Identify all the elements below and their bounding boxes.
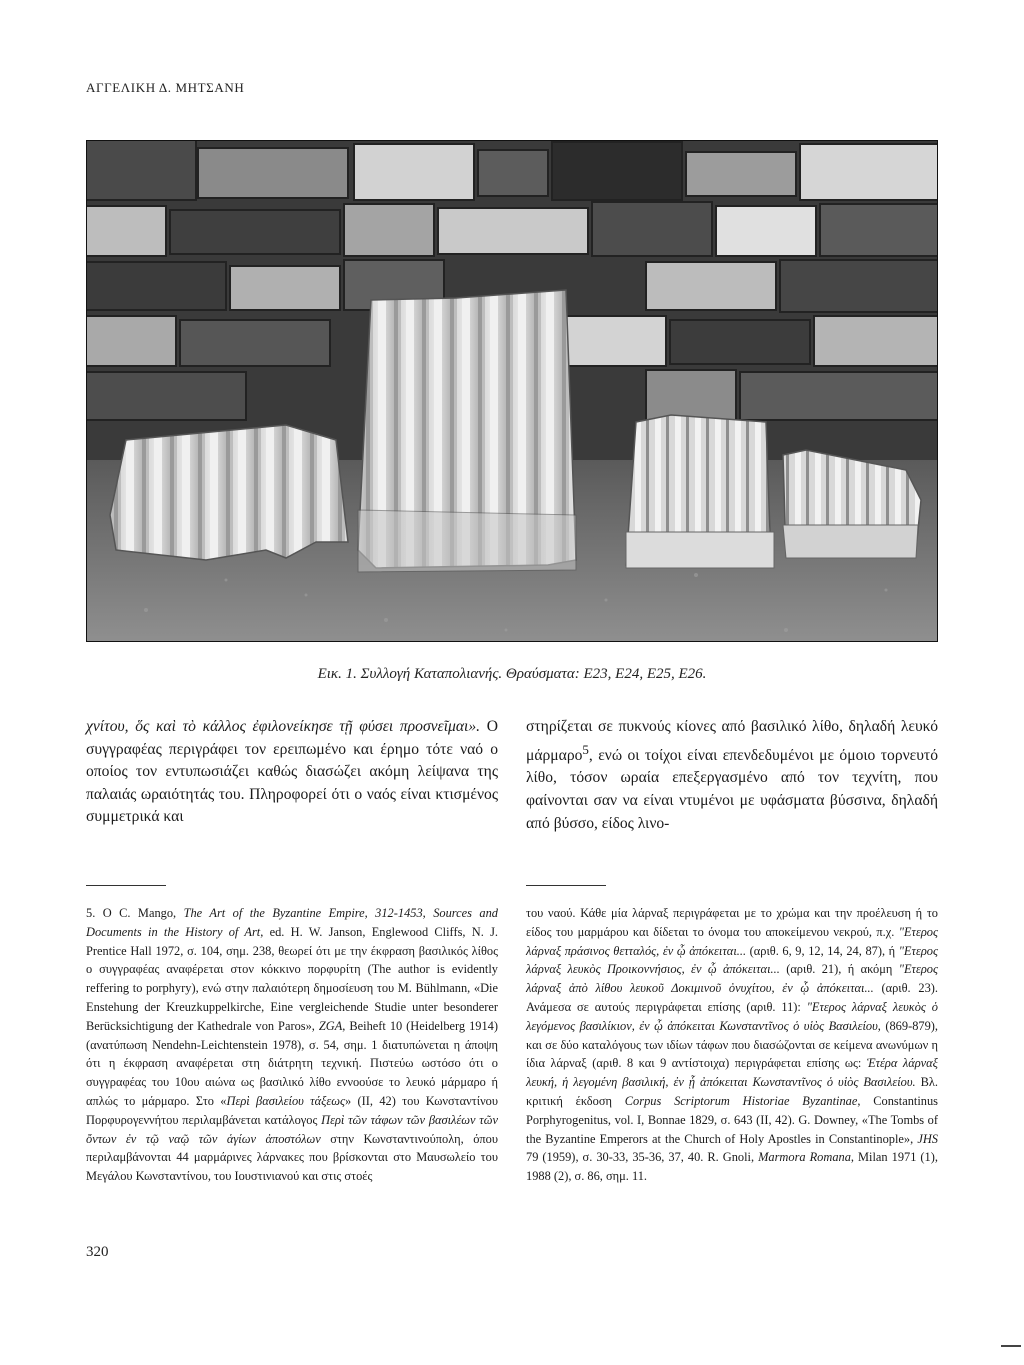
text-segment: , ed. H. W. Janson, Englewood Cliffs, N. J. Prentice Hall 1972, σ. 104, σημ. 238, θεωρεί ότι με την έκφραση βασιλικός λίθος ο συγγραφέας αναφέρεται στον κόκκινο πορφυρίτη (The author is evidently reffering to porphyry), ενώ στην παλαιότερη δημοσίευση του M. Bühlmann, «Die Enstehung der Kreuzkuppelkirche, Eine vergleichende Studie unter besonderer Berücksichtigung der Kathedrale von Paros», — [86, 924, 498, 1033]
figure-caption: Εικ. 1. Συλλογή Καταπολιανής. Θραύσματα: Ε23, Ε24, Ε25, Ε26. — [317, 666, 707, 682]
text-segment: Ἑτέρα λάρναξ λευκή, ἡ λεγομένη βασιλική, ἐν ᾗ ἀπόκειται Κωνσταντῖνος ὁ υἱὸς Βασιλείου. — [526, 1056, 938, 1090]
corner-mark — [1001, 1345, 1021, 1347]
text-segment: (αριθ. 21), ή ακόμη — [779, 962, 899, 977]
text-segment: "Ετερος λάρναξ ἀπὸ λίθου λευκοῦ Δοκιμινοῦ ὀνυχίτου, ἐν ᾧ ἀπόκειται... — [526, 962, 939, 996]
text-segment: "Ετερος λάρναξ πράσινος θετταλός, ἐν ᾧ ἀπόκειται... — [526, 924, 938, 958]
text-segment: στην Κωνσταντινούπολη, όπου περιλαμβάνονται 44 μαρμάρινες λάρνακες που βρίσκονται στο Μαυσωλείο του Μεγάλου Κωνσταντίνου, του Ιουστινιανού και στις στοές — [86, 1131, 498, 1184]
text-segment: "Ετερος λάρναξ λευκὸς ὁ λεγόμενος βασιλίκιον, ἐν ᾧ ἀπόκειται Κωνσταντῖνος ὁ υἱὸς Βασιλείου — [526, 999, 938, 1033]
marble-fragments-photo — [86, 140, 938, 642]
text-segment: "Ετερος λάρναξ λευκὸς Προικοννήσιος, ἐν ᾧ ἀπόκειται... — [526, 943, 938, 977]
text-segment: , Milan 1971 (1), 1988 (2), σ. 86, σημ. 11. — [526, 1150, 938, 1184]
text-segment: 5. O C. Mango, — [86, 906, 184, 920]
text-segment: του ναού. Κάθε μία λάρναξ περιγράφεται με το χρώμα και την προέλευση ή το είδος του μαρμάρου και δίδεται το όνομα του αποκείμενου νεκρού, π.χ. — [526, 906, 938, 939]
text-segment: 79 (1959), σ. 30-33, 35-36, 37, 40. R. Gnoli, — [526, 1150, 759, 1165]
text-segment: Marmora Romana — [758, 1150, 851, 1165]
text-segment: (αριθ. 6, 9, 12, 14, 24, 87), ή — [746, 943, 899, 958]
text-segment: Βλ. κριτική έκδοση — [526, 1075, 939, 1108]
text-segment: 5 — [582, 741, 589, 757]
text-segment: χνίτου, ὅς καὶ τὸ κάλλος ἐφιλονείκησε τῇ φύσει προσνεῖμαι». — [86, 718, 481, 735]
text-segment: (αριθ. 23). Ανάμεσα σε αυτούς περιγράφεται επίσης (αριθ. 11): — [526, 981, 938, 1014]
text-segment: JHS — [917, 1131, 938, 1146]
text-segment: » (ΙΙ, 42) του Κωνσταντίνου Πορφυρογεννήτου περιλαμβάνεται κατάλογος — [86, 1093, 499, 1127]
running-head: ΑΓΓΕΛΙΚΗ Δ. ΜΗΤΣΑΝΗ — [86, 80, 245, 95]
text-segment: , (869-879), και σε δύο καταλόγους των ιδίων τάφων που διασώζονται σε κείμενα ανωνύμων η ίδια λάρναξ (αριθ. 8 και 9 αντίστοιχα) περιγράφεται επίσης ως: — [526, 1018, 939, 1071]
text-segment: Ο συγγραφέας περιγράφει τον ερειπωμένο και έρημο τότε ναό ο οποίος τον εντυπωσιάζει καθώς διασώζει ακόμη λείψανα της παλαιάς ωραιότητάς του. Πληροφορεί ότι ο ναός είναι κτισμένος συμμετρικά και — [86, 718, 498, 826]
text-segment: , Constantinus Porphyrogenitus, vol. I, Bonnae 1829, σ. 643 (ΙΙ, 42). G. Downey, «The Tombs of the Byzantine Emperors at the Church of Holy Apostles in Constantinople», — [526, 1093, 938, 1146]
page-number: 320 — [86, 1244, 109, 1260]
text-segment: , Beiheft 10 (Heidelberg 1914) (ανατύπωση Nendehn-Leichtenstein 1978), σ. 54, σημ. 1 διατυπώνεται η άποψη ότι η έκφραση αναφέρεται στη διάτρητη τεχνική. Πιστεύω ωστόσο ότι ο συγγραφέας του 10ου αιώνα ως βασιλικό λίθο εννοούσε το λευκό μάρμαρο ή απλώς το μάρμαρο. Στο « — [86, 1018, 499, 1108]
footnote-rule-left — [86, 885, 166, 886]
text-segment: Περὶ τῶν τάφων τῶν βασιλέων τῶν ὄντων ἐν τῷ ναῷ τῶν ἁγίων ἀποστόλων — [86, 1112, 498, 1146]
body-column-left — [86, 716, 498, 829]
text-segment: ZGA — [318, 1018, 343, 1033]
text-segment: στηρίζεται σε πυκνούς κίονες από βασιλικό λίθο, δηλαδή λευκό μάρμαρο — [526, 718, 938, 764]
text-segment: Περὶ βασιλείου τάξεως — [226, 1093, 346, 1108]
text-segment: The Art of the Byzantine Empire, 312-1453, Sources and Documents in the History of Art — [86, 906, 498, 939]
footnote-rule-right — [526, 885, 606, 886]
fragment-e23 — [110, 425, 348, 560]
footnote-column-right — [526, 904, 938, 1186]
footnote-column-left — [86, 904, 498, 1186]
text-segment: , ενώ οι τοίχοι είναι επενδεδυμένοι με όμοιο τορνευτό λίθο, τόσον ωραία επεξεργασμένο από τον τεχνίτη, που φαίνονται σαν να είναι ντυμένοι με υφάσματα βύσσινα, δηλαδή από βύσσο, είδος λινο- — [526, 746, 938, 832]
text-segment: Corpus Scriptorum Historiae Byzantinae — [624, 1093, 858, 1108]
body-column-right — [526, 716, 938, 835]
figure-photograph — [86, 140, 938, 642]
